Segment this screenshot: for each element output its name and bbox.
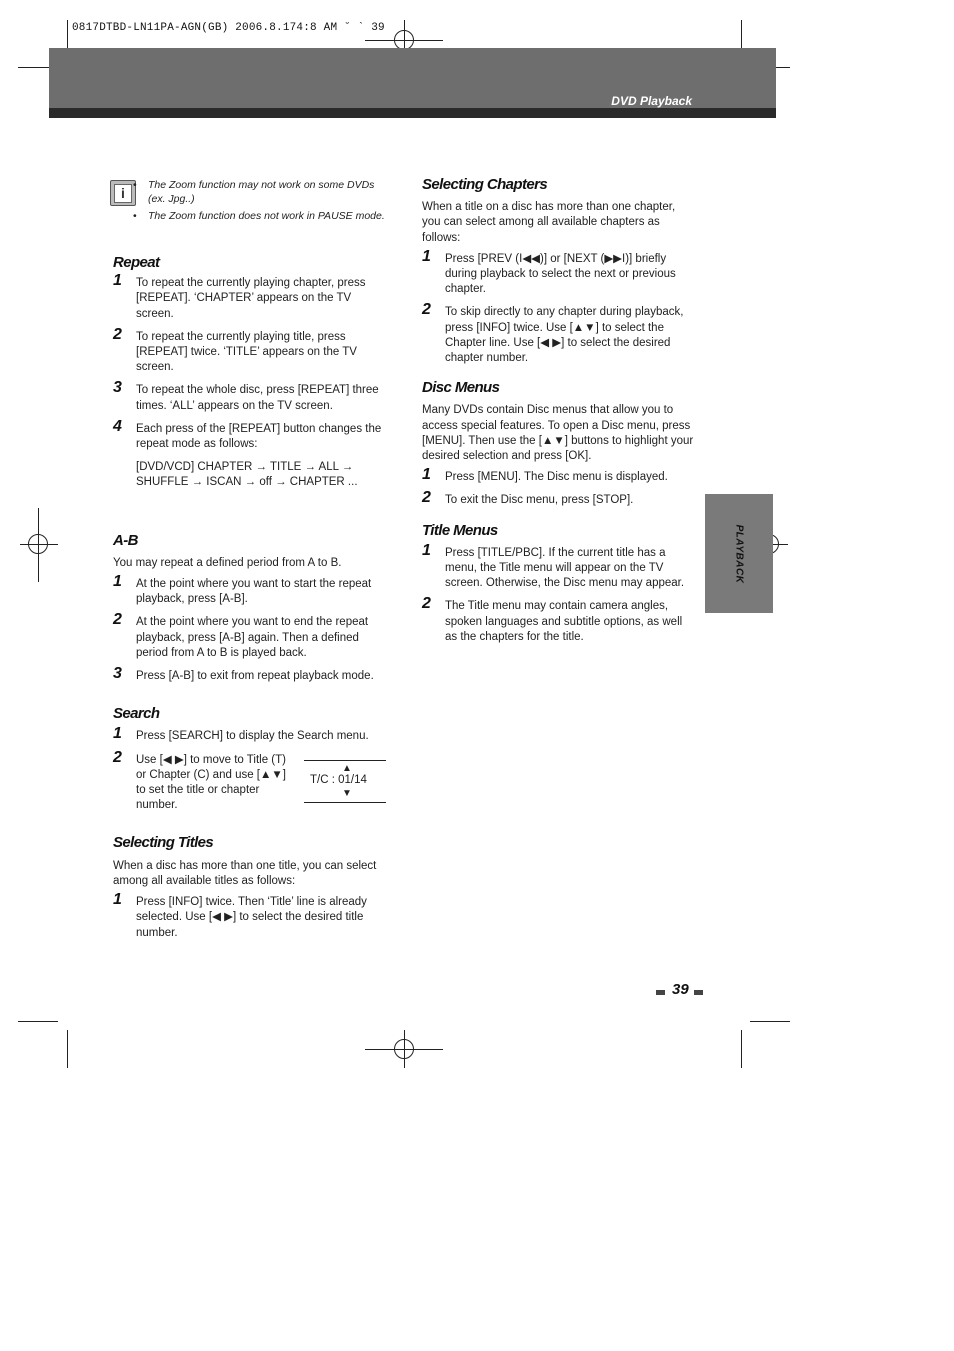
selecting-titles-heading: Selecting Titles (113, 834, 214, 852)
title-menus-step: 2 The Title menu may contain camera angles, spoken languages and subtitle options, as well as the chapters for the title. (422, 595, 683, 643)
left-column (113, 255, 385, 949)
registration-mark (394, 30, 414, 50)
section-title: DVD Playback (611, 94, 692, 108)
right-column (422, 177, 694, 653)
search-heading: Search (113, 705, 160, 723)
ab-step: 3 Press [A-B] to exit from repeat playback mode. (113, 665, 374, 683)
repeat-step: 4 Each press of the [REPEAT] button changes the repeat mode as follows: (113, 417, 382, 451)
search-step: 1 Press [SEARCH] to display the Search menu. (113, 725, 369, 743)
crop-mark (750, 1021, 790, 1022)
registration-mark (28, 534, 48, 554)
disc-menus-intro: Many DVDs contain Disc menus that allow you to access special features. To open a Disc menu, press [MENU]. Then use the [▲▼] buttons to highlight your desired selection and press [OK]. (422, 404, 694, 463)
page-number-marker (656, 990, 665, 995)
note-item: • The Zoom function may not work on some DVDs (ex. Jpg..) (148, 178, 385, 206)
osd-label: T/C : 01/14 (310, 774, 367, 786)
search-osd-display (304, 760, 386, 803)
note-item: • The Zoom function does not work in PAUSE mode. (148, 209, 385, 223)
crop-mark (18, 1021, 58, 1022)
repeat-sequence: [DVD/VCD] CHAPTER → TITLE → ALL → SHUFFLE → ISCAN → off → CHAPTER ... (136, 461, 358, 489)
selecting-titles-step: 1 Press [INFO] twice. Then ‘Title’ line is already selected. Use [◀ ▶] to select the desired title number. (113, 891, 367, 939)
disc-menus-step: 2 To exit the Disc menu, press [STOP]. (422, 489, 634, 507)
crop-mark (67, 1030, 68, 1068)
ab-step: 2 At the point where you want to end the repeat playback, press [A-B] again. Then a defined period from A to B is played back. (113, 611, 369, 659)
disc-menus-heading: Disc Menus (422, 379, 500, 397)
disc-menus-step: 1 Press [MENU]. The Disc menu is displayed. (422, 466, 668, 484)
header-bar (49, 108, 776, 118)
page-number-marker (694, 990, 703, 995)
selecting-titles-intro: When a disc has more than one title, you can select among all available titles as follows: (113, 859, 377, 887)
side-tab (705, 494, 773, 613)
up-arrow-icon: ▲ (342, 763, 352, 774)
note-box (110, 178, 385, 226)
title-menus-step: 1 Press [TITLE/PBC]. If the current title has a menu, the Title menu will appear on the TV screen. Otherwise, the Disc menu may appear. (422, 541, 685, 590)
selecting-chapters-step: 1 Press [PREV (I◀◀)] or [NEXT (▶▶I)] briefly during playback to select the next or previous chapter. (422, 247, 676, 296)
search-step: 2 Use [◀ ▶] to move to Title (T) or Chapter (C) and use [▲▼] to set the title or chapter number. (113, 748, 286, 812)
side-tab-label: PLAYBACK (733, 524, 745, 584)
repeat-heading: Repeat (113, 254, 160, 271)
repeat-step: 1 To repeat the currently playing chapter, press [REPEAT]. ‘CHAPTER’ appears on the TV screen. (113, 272, 366, 320)
page-number: 39 (672, 981, 689, 998)
crop-mark (741, 1030, 742, 1068)
down-arrow-icon: ▼ (342, 788, 352, 799)
note-icon: i (110, 180, 136, 206)
registration-mark (394, 1039, 414, 1059)
print-slug: 0817DTBD-LN11PA-AGN(GB) 2006.8.174:8 AM ˘ ` 39 (72, 22, 385, 34)
selecting-chapters-intro: When a title on a disc has more than one chapter, you can select among all available chapters as follows: (422, 201, 676, 244)
ab-heading: A-B (113, 531, 138, 549)
repeat-step: 2 To repeat the currently playing title, press [REPEAT] twice. ‘TITLE’ appears on the TV screen. (113, 325, 357, 374)
selecting-chapters-heading: Selecting Chapters (422, 176, 548, 193)
ab-step: 1 At the point where you want to start the repeat playback, press [A-B]. (113, 573, 372, 606)
ab-intro: You may repeat a defined period from A to B. (113, 556, 342, 569)
note-list (110, 178, 385, 223)
selecting-chapters-step: 2 To skip directly to any chapter during playback, press [INFO] twice. Use [▲▼] to select the Chapter line. Use [◀ ▶] to select the desired chapter number. (422, 301, 684, 365)
title-menus-heading: Title Menus (422, 521, 498, 539)
repeat-step: 3 To repeat the whole disc, press [REPEAT] three times. ‘ALL’ appears on the TV screen. (113, 379, 379, 412)
